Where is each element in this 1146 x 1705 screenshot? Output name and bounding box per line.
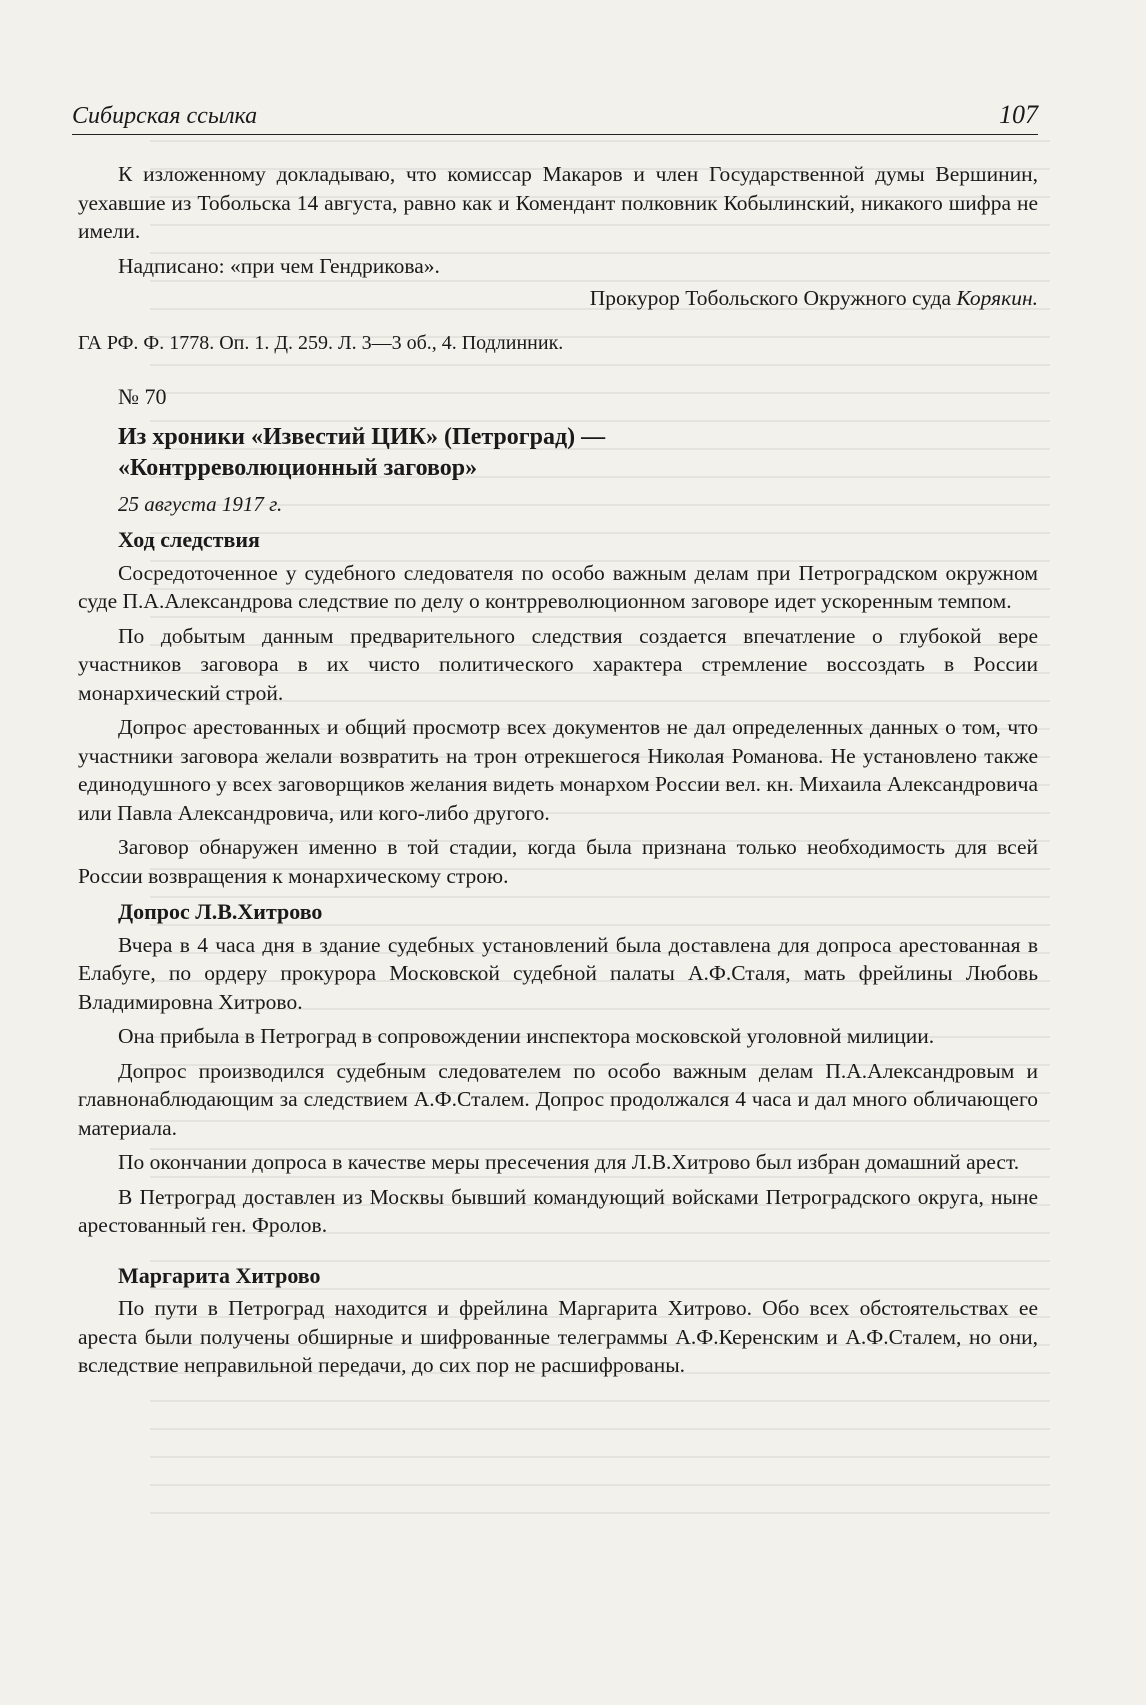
- section-heading: Ход следствия: [118, 527, 260, 552]
- paragraph: Сосредоточенное у судебного следователя по особо важным делам при Петроградском окружном суде П.А.Александрова следствие по делу о контрреволюционном заговоре идет ускоренным темпом.: [78, 560, 1038, 613]
- page-content: [78, 160, 1038, 1380]
- document-number: № 70: [118, 384, 167, 409]
- title-line: «Контрреволюционный заговор»: [118, 454, 478, 481]
- paragraph: По окончании допроса в качестве меры пресечения для Л.В.Хитрово был избран домашний арест.: [118, 1150, 1020, 1174]
- paragraph: По пути в Петроград находится и фрейлина Маргарита Хитрово. Обо всех обстоятельствах ее ареста были получены обширные и шифрованные телеграммы А.Ф.Керенским и А.Ф.Сталем, но они, вследствие неправильной передачи, до сих пор не расшифрованы.: [78, 1296, 1038, 1377]
- paragraph: Она прибыла в Петроград в сопровождении инспектора московской уголовной милиции.: [118, 1024, 935, 1048]
- archive-reference: ГА РФ. Ф. 1778. Оп. 1. Д. 259. Л. 3—3 об., 4. Подлинник.: [78, 331, 564, 354]
- section-heading: Допрос Л.В.Хитрово: [118, 899, 323, 924]
- signature-name: Корякин.: [956, 286, 1038, 310]
- page-number: 107: [999, 100, 1038, 129]
- signature: [78, 284, 1038, 313]
- paragraph: Заговор обнаружен именно в той стадии, когда была признана только необходимость для всей России возвращения к монархическому строю.: [78, 835, 1038, 888]
- paragraph: В Петроград доставлен из Москвы бывший командующий войсками Петроградского округа, ныне арестованный ген. Фролов.: [78, 1184, 1038, 1237]
- paragraph: Допрос производился судебным следователем по особо важным делам П.А.Александровым и главнонаблюдающим за следствием А.Ф.Сталем. Допрос продолжался 4 часа и дал много обличающего материала.: [78, 1058, 1038, 1140]
- running-header: [72, 100, 1038, 135]
- document-title: [78, 422, 1038, 484]
- paragraph: По добытым данным предварительного следствия создается впечатление о глубокой вере участников заговора в их чисто политического характера стремление воссоздать в России монархический строй.: [78, 623, 1038, 705]
- paragraph: Вчера в 4 часа дня в здание судебных установлений была доставлена для допроса арестованная в Елабуге, по ордеру прокурора Московской судебной палаты А.Ф.Сталя, мать фрейлины Любовь Владимировна Хитрово.: [78, 932, 1038, 1014]
- signature-role: Прокурор Тобольского Окружного суда: [589, 286, 952, 310]
- section-heading: Маргарита Хитрово: [118, 1262, 321, 1288]
- document-date: 25 августа 1917 г.: [118, 491, 283, 516]
- paragraph: Допрос арестованных и общий просмотр всех документов не дал определенных данных о том, что участники заговора желали возвратить на трон отрекшегося Николая Романова. Не установлено также единодушного у всех заговорщиков желания видеть монархом России вел. кн. Михаила Александровича или Павла Александровича, или кого-либо другого.: [78, 715, 1038, 825]
- paragraph: К изложенному докладываю, что комиссар Макаров и член Государственной думы Вершинин, уехавшие из Тобольска 14 августа, равно как и Комендант полковник Кобылинский, никакого шифра не имели.: [78, 162, 1038, 243]
- title-line: Из хроники «Известий ЦИК» (Петроград) —: [118, 423, 606, 450]
- running-title: Сибирская ссылка: [72, 103, 258, 129]
- paragraph: Надписано: «при чем Гендрикова».: [118, 253, 440, 278]
